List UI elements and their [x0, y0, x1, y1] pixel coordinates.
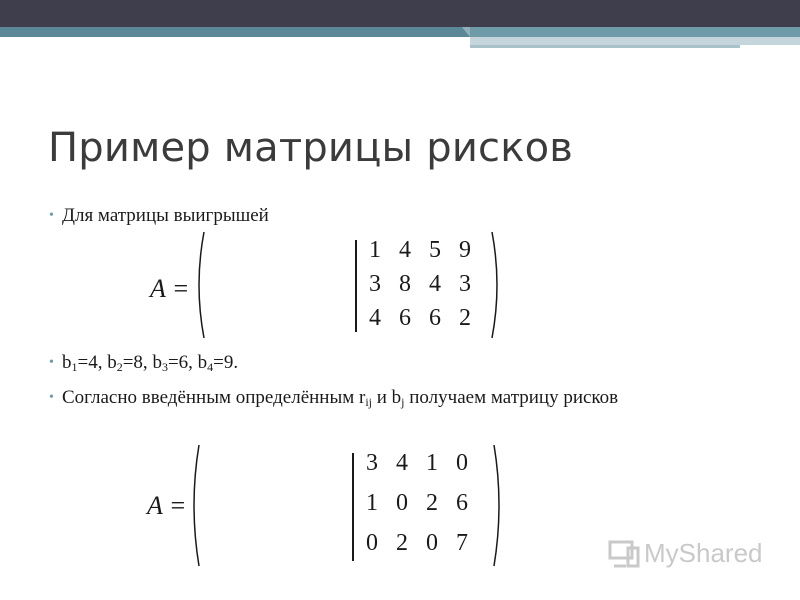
bullet-icon: •	[49, 355, 54, 370]
bullet-icon: •	[49, 390, 54, 405]
matrix-cell: 4	[429, 271, 441, 297]
b2-letter: b	[107, 352, 117, 373]
matrix-cell: 2	[396, 530, 408, 556]
b3-value: =6,	[167, 352, 198, 373]
matrix-cell: 1	[366, 490, 378, 516]
matrix-divider	[352, 453, 354, 561]
right-parenthesis	[490, 230, 504, 340]
matrix-cell: 6	[399, 305, 411, 331]
matrix-cell: 9	[459, 237, 471, 263]
b1-letter: b	[62, 352, 72, 373]
matrix-divider	[355, 240, 357, 332]
bullet-icon: •	[49, 208, 54, 223]
watermark-logo	[608, 538, 763, 569]
left-parenthesis	[192, 230, 206, 340]
payoff-matrix	[150, 230, 471, 340]
b1-value: =4,	[77, 352, 108, 373]
b4-value: =9.	[213, 352, 239, 373]
left-parenthesis	[187, 443, 201, 568]
b4-sub: 4	[207, 360, 214, 374]
matrix-cell: 0	[426, 530, 438, 556]
matrix-cell: 2	[459, 305, 471, 331]
watermark-text: MyShared	[644, 538, 763, 568]
matrix-lhs: A =	[150, 274, 190, 303]
b2-sub: 2	[116, 360, 123, 374]
matrix-cell: 8	[399, 271, 411, 297]
header-bar-thin	[470, 45, 740, 48]
matrix-cell: 5	[429, 237, 441, 263]
header-bar-accent	[0, 27, 470, 37]
matrix-cell: 7	[456, 530, 468, 556]
matrix-cell: 0	[456, 450, 468, 476]
header-bar-light	[470, 37, 800, 45]
matrix-cell: 2	[426, 490, 438, 516]
risk-text-1: Согласно введённым определённым r	[62, 387, 366, 408]
matrix-cell: 1	[369, 237, 381, 263]
matrix-cell: 0	[396, 490, 408, 516]
b4-letter: b	[197, 352, 208, 373]
header-corner	[462, 27, 470, 37]
matrix-grid	[360, 238, 480, 340]
header-bar-teal	[470, 27, 800, 37]
matrix-cell: 3	[366, 450, 378, 476]
header-bar-dark	[0, 0, 800, 27]
matrix-cell: 4	[399, 237, 411, 263]
risk-matrix	[147, 443, 468, 568]
risk-text-3: получаем матрицу рисков	[404, 387, 619, 408]
matrix-cell: 3	[459, 271, 471, 297]
b3-sub: 3	[161, 360, 168, 374]
risk-sub-ij: ij	[365, 395, 372, 409]
slide-title: Пример матрицы рисков	[48, 125, 574, 171]
risk-sub-j: j	[401, 395, 405, 409]
bullet-text: Для матрицы выигрышей	[62, 205, 269, 226]
b3-letter: b	[152, 352, 162, 373]
matrix-cell: 0	[366, 530, 378, 556]
b2-value: =8,	[122, 352, 153, 373]
matrix-cell: 3	[369, 271, 381, 297]
matrix-lhs: A =	[147, 491, 187, 520]
bullet-risk-intro	[49, 387, 762, 413]
risk-text-2: и b	[372, 387, 402, 408]
b1-sub: 1	[71, 360, 78, 374]
matrix-cell: 4	[369, 305, 381, 331]
matrix-grid	[357, 451, 477, 571]
right-parenthesis	[492, 443, 506, 568]
matrix-cell: 6	[429, 305, 441, 331]
bullet-b-values	[49, 352, 239, 378]
matrix-cell: 6	[456, 490, 468, 516]
matrix-cell: 1	[426, 450, 438, 476]
presentation-icon	[608, 540, 640, 568]
bullet-payoff-intro	[49, 205, 269, 227]
matrix-cell: 4	[396, 450, 408, 476]
